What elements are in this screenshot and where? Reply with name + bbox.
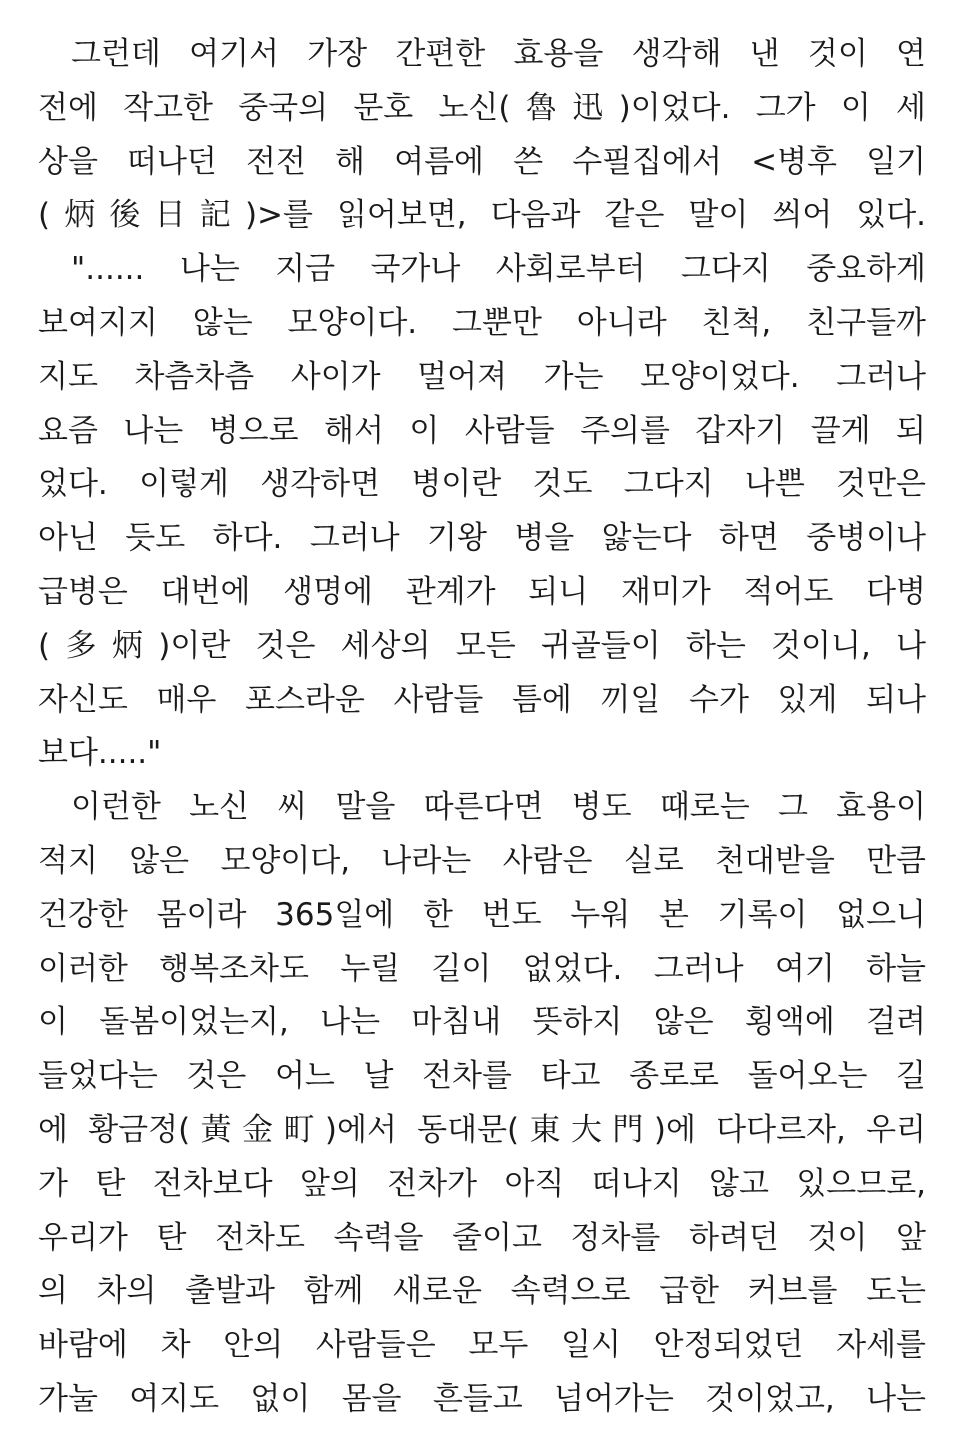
text-line: 전에 작고한 중국의 문호 노신(魯迅)이었다. 그가 이 세 xyxy=(38,89,926,126)
text-line: 지도 차츰차츰 사이가 멀어져 가는 모양이었다. 그러나 xyxy=(38,358,926,395)
text-line: "...... 나는 지금 국가나 사회로부터 그다지 중요하게 xyxy=(71,251,926,288)
text-line: 자신도 매우 포스라운 사람들 틈에 끼일 수가 있게 되나 xyxy=(38,681,926,718)
text-line: 바람에 차 안의 사람들은 모두 일시 안정되었던 자세를 xyxy=(38,1327,926,1364)
text-line: 보다....." xyxy=(38,735,162,772)
text-line: 의 차의 출발과 함께 새로운 속력으로 급한 커브를 도는 xyxy=(38,1273,926,1310)
text-line: 이러한 행복조차도 누릴 길이 없었다. 그러나 여기 하늘 xyxy=(38,950,926,987)
text-line: 아닌 듯도 하다. 그러나 기왕 병을 앓는다 하면 중병이나 xyxy=(38,520,926,557)
document-page xyxy=(38,28,926,1427)
text-line: 가 탄 전차보다 앞의 전차가 아직 떠나지 않고 있으므로, xyxy=(38,1165,926,1202)
text-line: 건강한 몸이라 365일에 한 번도 누워 본 기록이 없으니 xyxy=(38,896,926,933)
text-line: 요즘 나는 병으로 해서 이 사람들 주의를 갑자기 끌게 되 xyxy=(38,412,926,449)
text-line: 적지 않은 모양이다, 나라는 사람은 실로 천대받을 만큼 xyxy=(38,842,926,879)
text-line: 급병은 대번에 생명에 관계가 되니 재미가 적어도 다병 xyxy=(38,573,926,610)
text-line: 보여지지 않는 모양이다. 그뿐만 아니라 친척, 친구들까 xyxy=(38,304,926,341)
text-line: 이런한 노신 씨 말을 따른다면 병도 때로는 그 효용이 xyxy=(71,789,926,826)
text-line: (多炳)이란 것은 세상의 모든 귀골들이 하는 것이니, 나 xyxy=(38,627,926,664)
text-line: 이 돌봄이었는지, 나는 마침내 뜻하지 않은 횡액에 걸려 xyxy=(38,1004,926,1041)
text-line: 상을 떠나던 전전 해 여름에 쓴 수필집에서 <병후 일기 xyxy=(38,143,926,180)
text-line: 그런데 여기서 가장 간편한 효용을 생각해 낸 것이 연 xyxy=(71,36,926,72)
text-line: (炳後日記)>를 읽어보면, 다음과 같은 말이 씌어 있다. xyxy=(38,197,926,234)
text-line: 가눌 여지도 없이 몸을 흔들고 넘어가는 것이었고, 나는 xyxy=(38,1380,926,1417)
text-line: 었다. 이렇게 생각하면 병이란 것도 그다지 나쁜 것만은 xyxy=(38,466,926,503)
text-line: 들었다는 것은 어느 날 전차를 타고 종로로 돌어오는 길 xyxy=(38,1058,926,1095)
text-line: 에 황금정(黃金町)에서 동대문(東大門)에 다다르자, 우리 xyxy=(38,1111,926,1148)
text-line: 우리가 탄 전차도 속력을 줄이고 정차를 하려던 것이 앞 xyxy=(38,1219,926,1256)
